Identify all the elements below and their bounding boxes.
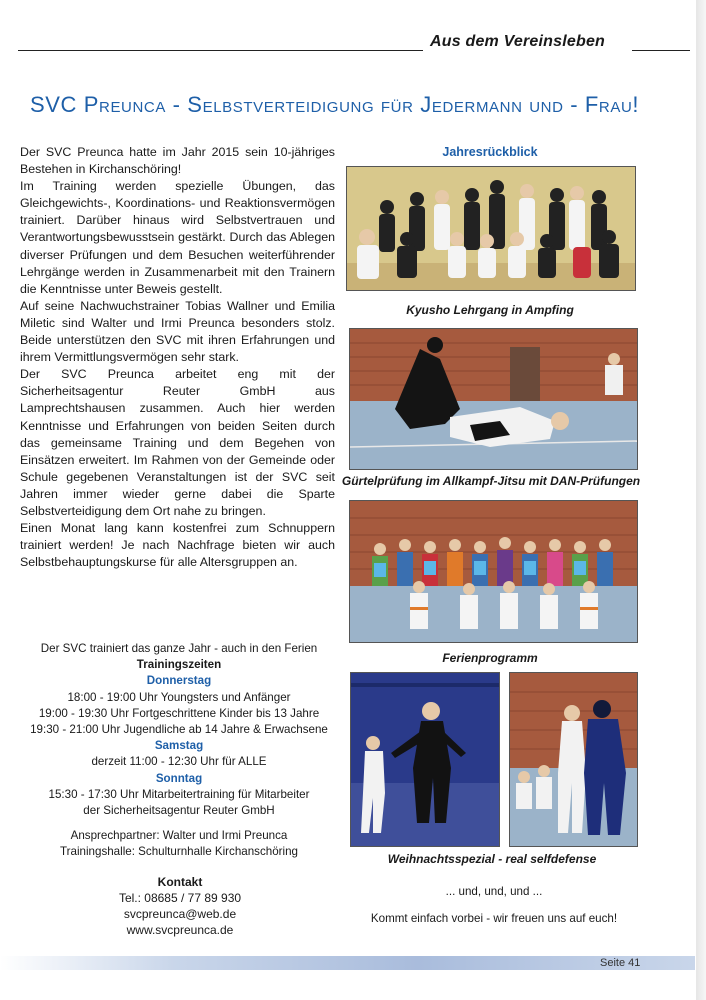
- header-rule-tail: [632, 50, 690, 51]
- caption: Weihnachtsspezial - real selfdefense: [387, 852, 597, 866]
- schedule-day: Samstag: [154, 739, 204, 753]
- schedule-slot: derzeit 11:00 - 12:30 Uhr für ALLE: [91, 755, 267, 769]
- article-title: SVC Preunca - Selbstverteidigung für Jedermann und - Frau!: [30, 92, 640, 117]
- schedule-heading: Trainingszeiten: [136, 658, 222, 672]
- paragraph: Im Training werden spezielle Übungen, das Gleichgewichts-, Koordinations- und Reaktionsvermögen trainiert. Darüber hinaus wird Selbstvertrauen und Verantwortungsbewusstsein gestärkt. Durch das Ablegen diverser Prüfungen und dem Besuchen weiterführender Lehrgänge werden in Zusammenarbeit mit den Trainern die Kenntnisse unter Beweis gestellt.: [20, 179, 335, 296]
- header-rule: [18, 50, 423, 51]
- contact-website[interactable]: www.svcpreunca.de: [126, 923, 234, 937]
- contact-heading: Kontakt: [157, 875, 203, 889]
- photo-christmas-special-1: [350, 672, 500, 847]
- training-hall: Trainingshalle: Schulturnhalle Kirchanschöring: [59, 845, 299, 859]
- paragraph: Einen Monat lang kann kostenfrei zum Schnuppern trainiert werden! Je nach Nachfrage bieten wir auch Selbstbehauptungskurse für alle Altersgruppen an.: [20, 521, 335, 570]
- closing-line: Kommt einfach vorbei - wir freuen uns auf euch!: [370, 912, 618, 925]
- schedule-day: Donnerstag: [146, 674, 212, 688]
- gallery-heading: Jahresrückblick: [442, 145, 538, 159]
- page-edge: [696, 0, 706, 1000]
- schedule-day: Sonntag: [155, 771, 203, 785]
- caption: Kyusho Lehrgang in Ampfing: [406, 303, 574, 317]
- paragraph: Auf seine Nachwuchstrainer Tobias Wallner und Emilia Miletic sind Walter und Irmi Preunca besonders stolz. Beide unterstützen den SVC mit ihren Erfahrungen und ihrem Vermittlungsvermögen sehr stark.: [20, 298, 335, 365]
- section-title: Aus dem Vereinsleben: [430, 33, 606, 50]
- training-schedule: [14, 641, 344, 861]
- schedule-slot: 19:00 - 19:30 Uhr Fortgeschrittene Kinder bis 13 Jahre: [38, 706, 320, 720]
- page-number: Seite 41: [600, 957, 641, 969]
- article-body: [20, 144, 335, 571]
- contact-phone: Tel.: 08685 / 77 89 930: [118, 891, 242, 905]
- photo-belt-exam: [349, 328, 638, 470]
- contact-block: [80, 874, 280, 938]
- schedule-slot: 18:00 - 19:00 Uhr Youngsters und Anfänger: [67, 690, 291, 704]
- schedule-slot: 19:30 - 21:00 Uhr Jugendliche ab 14 Jahre & Erwachsene: [30, 723, 328, 737]
- contact-email[interactable]: svcpreunca@web.de: [123, 907, 237, 921]
- paragraph: Der SVC Preunca arbeitet eng mit der Sicherheitsagentur Reuter GmbH aus Lamprechtshausen zusammen. Auch hier werden Kenntnisse und Erfahrungen von beiden Seiten durch das gemeinsame Training und dem Begehen von Einsätzen erweitert. Im Rahmen von der Gemeinde oder Schule gegebenen Veranstaltungen ist der SVC seit Jahren immer wieder gerne dabei die Sparte Selbstverteidigung dem Ort nahe zu bringen.: [20, 367, 335, 518]
- caption: Gürtelprüfung im Allkampf-Jitsu mit DAN-Prüfungen: [341, 474, 641, 488]
- paragraph: Der SVC Preunca hatte im Jahr 2015 sein 10-jähriges Bestehen in Kirchanschöring!: [20, 145, 335, 177]
- photo-kyusho-group: [346, 166, 636, 291]
- photo-holiday-program: [349, 500, 638, 643]
- caption: Ferienprogramm: [442, 651, 538, 665]
- schedule-slot: der Sicherheitsagentur Reuter GmbH: [83, 804, 275, 818]
- closing-line: ... und, und, und ...: [445, 885, 543, 898]
- schedule-intro: Der SVC trainiert das ganze Jahr - auch in den Ferien: [40, 642, 318, 655]
- footer-bar: [0, 956, 695, 970]
- schedule-slot: 15:30 - 17:30 Uhr Mitarbeitertraining für Mitarbeiter: [48, 787, 310, 801]
- contact-person: Ansprechpartner: Walter und Irmi Preunca: [70, 829, 288, 843]
- photo-christmas-special-2: [509, 672, 638, 847]
